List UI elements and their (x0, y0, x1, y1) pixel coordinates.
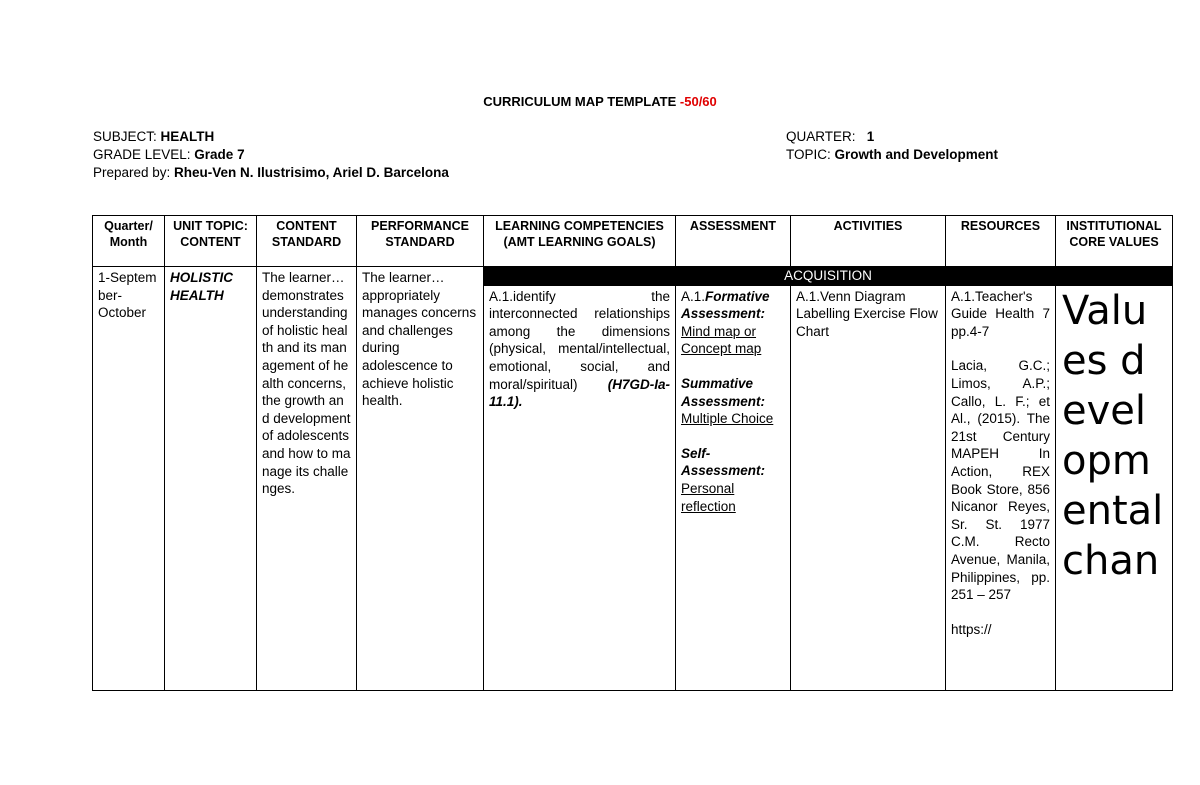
self-assessment-label: Self-Assessment: (681, 445, 766, 479)
topic-value: Growth and Development (834, 147, 999, 162)
core-values-text: Values developmental chan (1062, 287, 1164, 584)
header-content-standard: CONTENT STANDARD (257, 216, 357, 267)
header-quarter: Quarter/ Month (93, 216, 165, 267)
unit-topic-text: HOLISTIC HEALTH (170, 270, 233, 303)
resources-content (946, 286, 1055, 641)
topic-label: TOPIC: (786, 147, 835, 162)
meta-left (93, 128, 449, 182)
content-standard-cell (257, 267, 357, 691)
subject-line (93, 128, 449, 146)
quarter-cell (93, 267, 165, 691)
topic-line (786, 146, 998, 164)
activities-cell (791, 285, 946, 690)
assessment-cell (676, 285, 791, 690)
header-resources: RESOURCES (946, 216, 1056, 267)
summative-value: Multiple Choice (681, 411, 774, 427)
header-unit-topic: UNIT TOPIC: CONTENT (165, 216, 257, 267)
header-learning-competencies: LEARNING COMPETENCIES (AMT LEARNING GOALS) (484, 216, 676, 267)
title-highlight: -50/60 (679, 94, 717, 109)
grade-line (93, 146, 449, 164)
competency-body: A.1.identify the interconnected relationships among the dimensions (physical, mental/intellectual, emotional, social, and moral/spiritual) (489, 288, 670, 392)
quarter-line (786, 128, 998, 146)
assessment-content (676, 286, 790, 518)
header-activities: ACTIVITIES (791, 216, 946, 267)
grade-label: GRADE LEVEL: (93, 147, 195, 162)
formative-label: Formative Assessment: (681, 288, 770, 322)
self-assessment-value: Personal reflection (681, 480, 736, 514)
title-main: CURRICULUM MAP TEMPLATE (483, 94, 680, 109)
formative-value: Mind map or Concept map (681, 323, 762, 357)
competency-text (484, 286, 675, 413)
activities-text: A.1.Venn Diagram Labelling Exercise Flow Chart (796, 288, 938, 339)
header-performance-standard: PERFORMANCE STANDARD (357, 216, 484, 267)
assessment-prefix: A.1. (681, 288, 706, 304)
acquisition-row (93, 267, 1173, 286)
summative-label: Summative Assessment: (681, 375, 766, 409)
grade-value: Grade 7 (194, 147, 245, 162)
curriculum-map-table (92, 215, 1173, 691)
subject-label: SUBJECT: (93, 129, 161, 144)
resource-teachers-guide: A.1.Teacher's Guide Health 7 pp.4-7 (951, 288, 1050, 339)
subject-value: HEALTH (160, 129, 215, 144)
document-title (0, 94, 1200, 109)
quarter-value: 1 (866, 129, 875, 144)
header-core-values: INSTITUTIONAL CORE VALUES (1056, 216, 1173, 267)
competency-code: (H7GD-Ia-11.1). (489, 376, 670, 410)
resource-url: https:// (951, 621, 992, 637)
competency-cell (484, 285, 676, 690)
unit-topic-cell (165, 267, 257, 691)
prepared-line (93, 164, 449, 182)
resource-book-citation: Lacia, G.C.; Limos, A.P.; Callo, L. F.; et Al., (2015). The 21st Century MAPEH In Action, REX Book Store, 856 Nicanor Reyes, Sr. St. 1977 C.M. Recto Avenue, Manila, Philippines, pp. 251 – 257 (951, 358, 1050, 603)
content-standard-text: The learner… demonstrates understanding of holistic health and its management of health concerns, the growth and development of adolescents and how to manage its challenges. (262, 270, 351, 497)
header-assessment: ASSESSMENT (676, 216, 791, 267)
core-values-cell (1056, 285, 1173, 690)
performance-standard-text: The learner… appropriately manages concerns and challenges during adolescence to achieve holistic health. (362, 270, 477, 409)
prepared-label: Prepared by: (93, 165, 175, 180)
acquisition-banner: ACQUISITION (484, 267, 1173, 286)
performance-standard-cell (357, 267, 484, 691)
prepared-value: Rheu-Ven N. Ilustrisimo, Ariel D. Barcelona (174, 165, 449, 180)
header-row (93, 216, 1173, 267)
quarter-text: 1-Septem ber-October (98, 270, 157, 321)
meta-right (786, 128, 998, 164)
resources-cell (946, 285, 1056, 690)
quarter-label: QUARTER: (786, 129, 867, 144)
